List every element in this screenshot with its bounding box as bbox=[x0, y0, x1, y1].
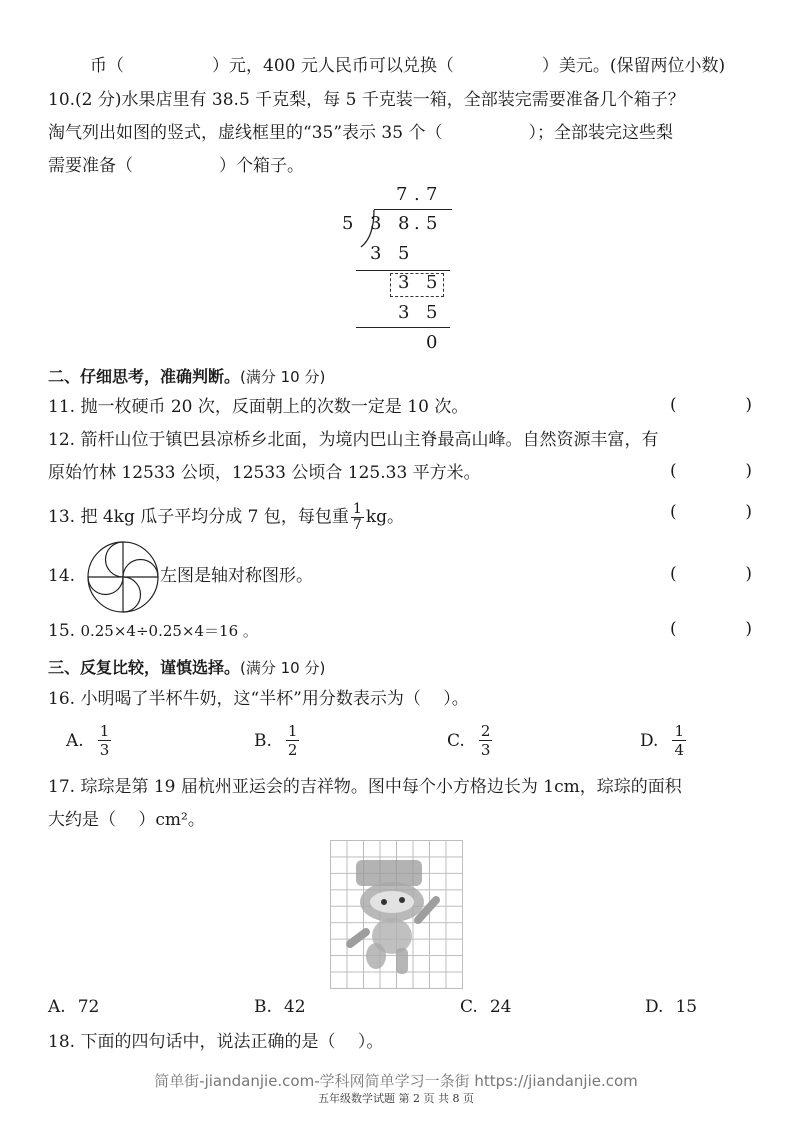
q14-num: 14. bbox=[48, 566, 76, 586]
q12-line1: 12. 箭杆山位于镇巴县凉桥乡北面，为境内巴山主脊最高山峰。自然资源丰富，有 bbox=[48, 430, 659, 450]
q10-line1: 10.(2 分)水果店里有 38.5 千克梨，每 5 千克装一箱，全部装完需要准备几个箱子？ bbox=[48, 90, 685, 110]
q16-option-c[interactable]: C. $\frac{2}{3}$ bbox=[447, 722, 491, 759]
watermark: 简单街-jiandanjie.com-学科网简单学习一条街 https://jiandanjie.com bbox=[154, 1072, 638, 1090]
fraction: $\frac{1}{7}$ bbox=[352, 501, 362, 533]
q16: 16. 小明喝了半杯牛奶，这“半杯”用分数表示为（ ）。 bbox=[48, 689, 469, 709]
page-footer: 五年级数学试题 第 2 页 共 8 页 bbox=[318, 1092, 474, 1105]
q10-line3: 需要准备（ ）个箱子。 bbox=[48, 156, 304, 176]
pinwheel-circle-figure-icon bbox=[86, 540, 160, 614]
q17-line2: 大约是（ ）cm²。 bbox=[48, 810, 205, 830]
q12-line2: 原始竹林 12533 公顷，12533 公顷合 125.33 平方米。 bbox=[48, 463, 481, 483]
long-division: 7 . 7 5 3 8 . 5 3 5 3 5 3 5 0 bbox=[330, 182, 460, 362]
q17-option-d[interactable]: D. 15 bbox=[645, 997, 698, 1017]
q18: 18. 下面的四句话中，说法正确的是（ ）。 bbox=[48, 1032, 384, 1052]
q17-option-c[interactable]: C. 24 bbox=[460, 997, 512, 1017]
section3-title: 三、反复比较，谨慎选择。(满分 10 分) bbox=[48, 658, 326, 677]
q16-option-a[interactable]: A. $\frac{1}{3}$ bbox=[66, 722, 110, 759]
q15-answer-bracket[interactable]: ( ) bbox=[670, 619, 752, 639]
q17-line1: 17. 琮琮是第 19 届杭州亚运会的吉祥物。图中每个小方格边长为 1cm，琮琮的面积 bbox=[48, 777, 682, 797]
q17-option-b[interactable]: B. 42 bbox=[254, 997, 306, 1017]
mascot-icon bbox=[330, 840, 462, 988]
q11-answer-bracket[interactable]: ( ) bbox=[670, 395, 752, 415]
q14-text: 左图是轴对称图形。 bbox=[160, 566, 313, 586]
mascot-grid-figure bbox=[330, 840, 463, 989]
q15: 15. 0.25×4÷0.25×4＝16 。 bbox=[48, 621, 258, 641]
q13: 13. 把 4kg 瓜子平均分成 7 包，每包重 $\frac{1}{7}$ kg。 bbox=[48, 501, 404, 533]
q14-answer-bracket[interactable]: ( ) bbox=[670, 564, 752, 584]
q16-option-d[interactable]: D. $\frac{1}{4}$ bbox=[640, 722, 684, 759]
q9-tail: 币（ ）元，400 元人民币可以兑换（ ）美元。(保留两位小数) bbox=[90, 56, 726, 76]
q10-line2: 淘气列出如图的竖式，虚线框里的“35”表示 35 个（ ）；全部装完这些梨 bbox=[48, 123, 673, 143]
q17-option-a[interactable]: A. 72 bbox=[48, 997, 100, 1017]
q13-answer-bracket[interactable]: ( ) bbox=[670, 502, 752, 522]
q16-option-b[interactable]: B. $\frac{1}{2}$ bbox=[254, 722, 298, 759]
q12-answer-bracket[interactable]: ( ) bbox=[670, 461, 752, 481]
section2-title: 二、仔细思考，准确判断。(满分 10 分) bbox=[48, 367, 326, 386]
q11: 11. 抛一枚硬币 20 次，反面朝上的次数一定是 10 次。 bbox=[48, 397, 469, 417]
